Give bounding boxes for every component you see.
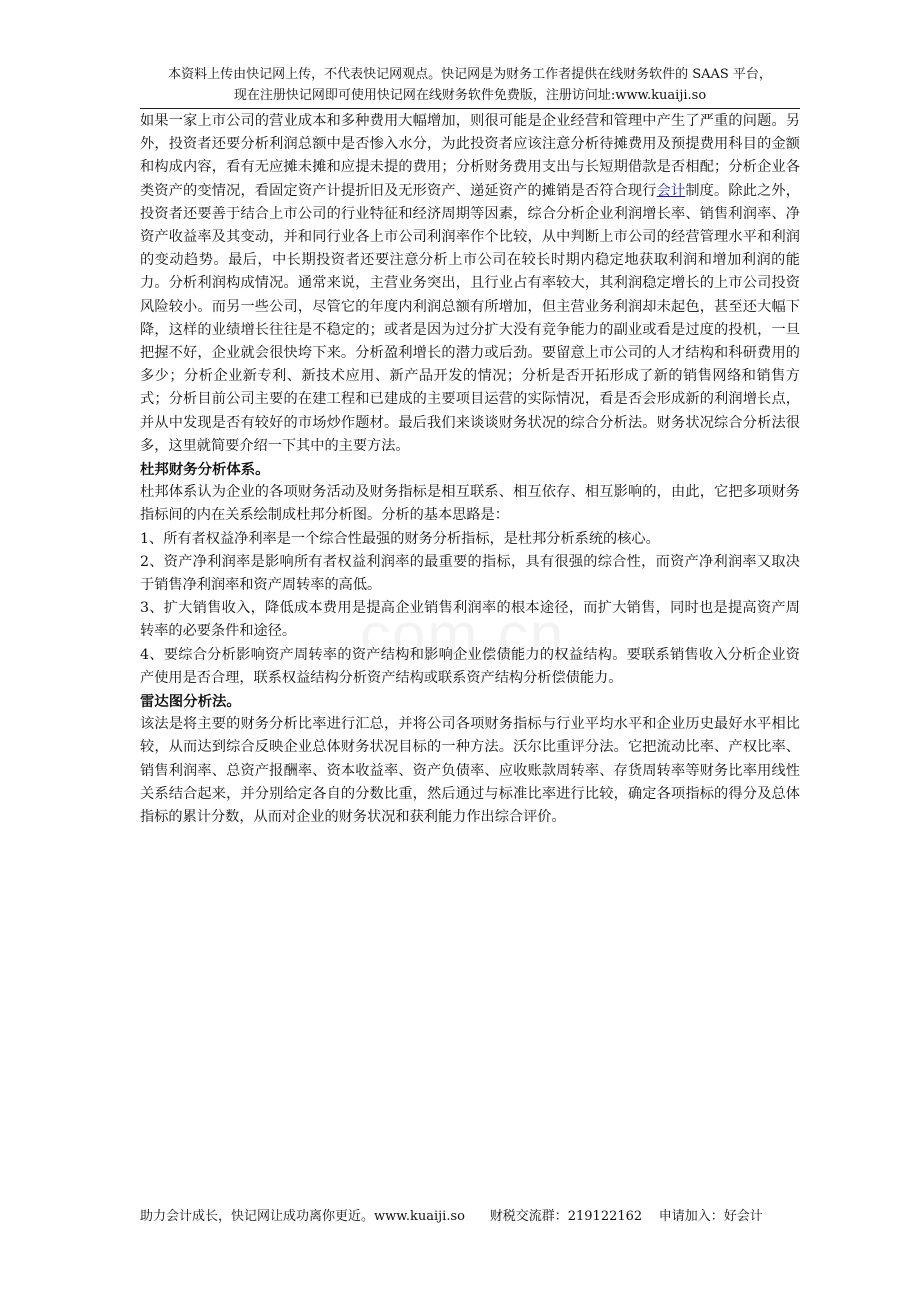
paragraph-profit-analysis bbox=[140, 110, 800, 458]
heading-radar: 雷达图分析法。 bbox=[140, 693, 241, 711]
header-line-1: 本资料上传由快记网上传，不代表快记网观点。快记网是为财务工作者提供在线财务软件的 SAAS 平台， bbox=[168, 67, 772, 82]
paragraph-dupont-intro: 杜邦体系认为企业的各项财务活动及财务指标是相互联系、相互依存、相互影响的，由此，它把多项财务指标间的内在关系绘制成杜邦分析图。分析的基本思路是： bbox=[140, 484, 800, 524]
accounting-link[interactable]: 会计 bbox=[656, 182, 686, 199]
page-footer: 助力会计成长，快记网让成功离你更近。www.kuaiji.so 财税交流群：219122162 申请加入：好会计 bbox=[140, 1209, 763, 1224]
header-line-2: 现在注册快记网即可使用快记网在线财务软件免费版，注册访问址:www.kuaiji.so bbox=[233, 88, 707, 103]
page-header bbox=[140, 64, 800, 109]
list-item-2: 2、资产净利润率是影响所有者权益利润率的最重要的指标，具有很强的综合性，而资产净利润率又取决于销售净利润率和资产周转率的高低。 bbox=[140, 553, 800, 594]
paragraph-text: 如果一家上市公司的营业成本和多种费用大幅增加，则很可能是企业经营和管理中产生了严重的问题。另外，投资者还要分析利润总额中是否惨入水分，为此投资者应该注意分析待摊费用及预提费用科目的金额和构成内容，看有无应摊未摊和应提未提的费用；分析财务费用支出与长短期借款是否相配；分析企业各类资产的变情况，看固定资产计提折旧及无形资产、递延资产的摊销是否符合现行 bbox=[140, 113, 800, 199]
list-item-4: 4、要综合分析影响资产周转率的资产结构和影响企业偿债能力的权益结构。要联系销售收入分析企业资产使用是否合理，联系权益结构分析资产结构或联系资产结构分析偿债能力。 bbox=[140, 646, 800, 686]
paragraph-radar: 该法是将主要的财务分析比率进行汇总，并将公司各项财务指标与行业平均水平和企业历史最好水平相比较，从而达到综合反映企业总体财务状况目标的一种方法。沃尔比重评分法。它把流动比率、产权比率、销售利润率、总资产报酬率、资本收益率、资产负债率、应收账款周转率、存货周转率等财务比率用线性关系结合起来，并分别给定各自的分数比重，然后通过与标准比率进行比较，确定各项指标的得分及总体指标的累计分数，从而对企业的财务状况和获利能力作出综合评价。 bbox=[140, 716, 800, 826]
document-body bbox=[140, 110, 800, 829]
list-item-1: 1、所有者权益净利率是一个综合性最强的财务分析指标，是杜邦分析系统的核心。 bbox=[140, 530, 660, 547]
list-item-3: 3、扩大销售收入，降低成本费用是提高企业销售利润率的根本途径，而扩大销售，同时也是提高资产周转率的必要条件和途径。 bbox=[140, 600, 800, 640]
heading-dupont: 杜邦财务分析体系。 bbox=[140, 461, 270, 479]
paragraph-text: 制度。除此之外，投资者还要善于结合上市公司的行业特征和经济周期等因素，综合分析企业利润增长率、销售利润率、净资产收益率及其变动，并和同行业各上市公司利润率作个比较，从中判断上市公司的经营管理水平和利润的变动趋势。最后，中长期投资者还要注意分析上市公司在较长时期内稳定地获取利润和增加利润的能力。分析利润构成情况。通常来说，主营业务突出，且行业占有率较大，其利润稳定增长的上市公司投资风险较小。而另一些公司，尽管它的年度内利润总额有所增加，但主营业务利润却未起色，甚至还大幅下降，这样的业绩增长往往是不稳定的；或者是因为过分扩大没有竞争能力的副业或看是过度的投机，一旦把握不好，企业就会很快垮下来。分析盈利增长的潜力或后劲。要留意上市公司的人才结构和科研费用的多少；分析企业新专利、新技术应用、新产品开发的情况；分析是否开拓形成了新的销售网络和销售方式；分析目前公司主要的在建工程和已建成的主要项目运营的实际情况，看是否会形成新的利润增长点，并从中发现是否有较好的市场炒作题材。最后我们来谈谈财务状况的综合分析法。财务状况综合分析法很多，这里就简要介绍一下其中的主要方法。 bbox=[140, 182, 800, 454]
